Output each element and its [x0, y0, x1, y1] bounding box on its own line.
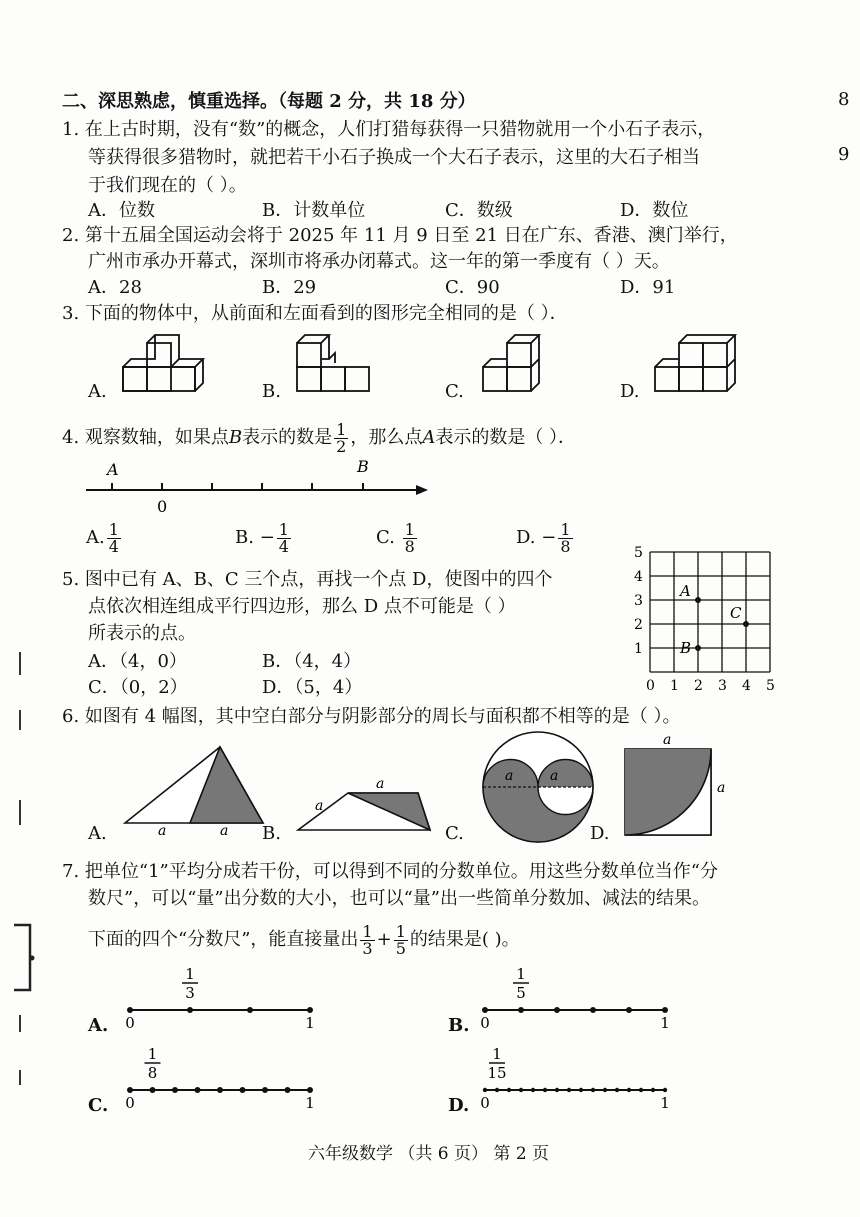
svg-text:a: a — [376, 776, 385, 792]
ruler-tick — [603, 1088, 607, 1092]
q6-figures — [80, 730, 780, 845]
ruler-tick — [567, 1088, 571, 1092]
q3-label-a: A. — [88, 381, 107, 402]
svg-text:5: 5 — [634, 545, 643, 561]
svg-text:0: 0 — [646, 678, 655, 694]
svg-text:a: a — [717, 780, 726, 796]
ruler-frac-num: 1 — [516, 965, 526, 983]
q1-line: 1. 在上古时期，没有“数”的概念，人们打猎每获得一只猎物就用一个小石子表示， — [62, 119, 716, 140]
ruler-tick — [495, 1088, 499, 1092]
q4-option-b: B. − $\frac{1}{4}$ — [235, 519, 289, 556]
axis-point-b: B — [357, 457, 369, 476]
q1-option-c: C．数级 — [445, 200, 513, 221]
svg-text:a: a — [220, 823, 229, 839]
q2-line: 2. 第十五届全国运动会将于 2025 年 11 月 9 日至 21 日在广东、香港、澳门举行， — [62, 225, 738, 246]
q2-option-b: B．29 — [262, 277, 317, 298]
ruler-tick — [626, 1007, 632, 1013]
ruler-tick — [579, 1088, 583, 1092]
ruler-tick — [240, 1087, 246, 1093]
q7-label-d: D. — [448, 1095, 470, 1116]
svg-text:a: a — [663, 732, 672, 748]
ruler-frac-den: 15 — [487, 1064, 507, 1082]
svg-text:a: a — [315, 798, 324, 814]
q1-option-a: A．位数 — [88, 200, 155, 221]
q5-line: 5. 图中已有 A、B、C 三个点，再找一个点 D，使图中的四个 — [62, 569, 553, 590]
ruler-tick — [519, 1088, 523, 1092]
ruler-tick — [615, 1088, 619, 1092]
ruler-a — [115, 965, 335, 1030]
q5-line: 点依次相连组成平行四边形，那么 D 点不可能是（ ） — [88, 596, 516, 617]
q1-option-d: D．数位 — [620, 200, 689, 221]
ruler-one: 1 — [305, 1014, 315, 1030]
q6-label-d: D. — [590, 823, 610, 844]
ruler-zero: 0 — [125, 1014, 135, 1030]
q7-label-a: A. — [88, 1015, 109, 1036]
ruler-tick — [663, 1088, 667, 1092]
q7-line: 7. 把单位“1”平均分成若干份，可以得到不同的分数单位。用这些分数单位当作“分 — [62, 861, 718, 882]
ruler-tick — [150, 1087, 156, 1093]
ruler-frac-den: 8 — [147, 1064, 158, 1082]
q3-line: 3. 下面的物体中，从前面和左面看到的图形完全相同的是（ ）． — [62, 303, 568, 324]
ruler-tick — [247, 1007, 253, 1013]
q1-option-b: B．计数单位 — [262, 200, 366, 221]
grid-point-c: C — [730, 604, 742, 622]
ruler-tick — [127, 1087, 133, 1093]
q6-label-b: B. — [262, 823, 281, 844]
ruler-tick — [531, 1088, 535, 1092]
ruler-tick — [307, 1087, 313, 1093]
svg-text:5: 5 — [766, 678, 775, 694]
section-title: 二、深思熟虑，慎重选择。（每题 2 分，共 18 分） — [62, 91, 476, 112]
svg-text:2: 2 — [694, 678, 703, 694]
q5-option-a: A．（4，0） — [88, 651, 187, 672]
q3-label-d: D. — [620, 381, 640, 402]
q4-option-d: D. − $\frac{1}{8}$ — [516, 519, 571, 556]
q4-fraction: $\frac{1}{2}$ — [336, 419, 347, 456]
ruler-tick — [285, 1087, 291, 1093]
ruler-one: 1 — [305, 1094, 315, 1110]
ruler-tick — [482, 1007, 488, 1013]
ruler-tick — [590, 1007, 596, 1013]
q7-label-b: B. — [448, 1015, 470, 1036]
ruler-frac-den: 5 — [516, 984, 526, 1002]
ruler-frac-num: 1 — [185, 965, 195, 983]
ruler-tick — [518, 1007, 524, 1013]
ruler-tick — [307, 1007, 313, 1013]
ruler-zero: 0 — [480, 1014, 490, 1030]
q1-line: 于我们现在的（ ）。 — [88, 175, 247, 196]
q5-option-c: C．（0，2） — [88, 677, 188, 698]
ruler-zero: 0 — [480, 1094, 490, 1110]
svg-text:a: a — [158, 823, 167, 839]
q5-line: 所表示的点。 — [88, 623, 196, 644]
q7-label-c: C. — [88, 1095, 109, 1116]
svg-text:4: 4 — [634, 569, 643, 585]
axis-point-a: A — [107, 460, 119, 479]
q2-line: 广州市承办开幕式，深圳市将承办闭幕式。这一年的第一季度有（ ）天。 — [88, 251, 670, 272]
ruler-tick — [195, 1087, 201, 1093]
ruler-one: 1 — [660, 1014, 670, 1030]
ruler-one: 1 — [660, 1094, 670, 1110]
q6-line: 6. 如图有 4 幅图，其中空白部分与阴影部分的周长与面积都不相等的是（ ）。 — [62, 706, 681, 727]
ruler-tick — [639, 1088, 643, 1092]
q2-option-a: A．28 — [88, 277, 142, 298]
q5-option-b: B．（4，4） — [262, 651, 362, 672]
grid-point-b: B — [680, 639, 692, 657]
q1-line: 等获得很多猎物时，就把若干小石子换成一个大石子表示，这里的大石子相当 — [88, 147, 700, 168]
ruler-b — [470, 965, 690, 1030]
svg-text:3: 3 — [634, 593, 643, 609]
ruler-tick — [627, 1088, 631, 1092]
ruler-tick — [262, 1087, 268, 1093]
edge-mark: 8 — [838, 89, 850, 110]
ruler-tick — [127, 1007, 133, 1013]
ruler-tick — [554, 1007, 560, 1013]
q5-option-d: D．（5，4） — [262, 677, 363, 698]
q4-line: 4. 观察数轴，如果点B表示的数是 $\frac{1}{2}$ ，那么点A表示的数是（ ）． — [62, 419, 577, 456]
page-footer: 六年级数学 （共 6 页） 第 2 页 — [308, 1144, 550, 1164]
grid-point-a: A — [680, 582, 691, 600]
ruler-tick — [543, 1088, 547, 1092]
svg-text:2: 2 — [634, 617, 643, 633]
ruler-tick — [591, 1088, 595, 1092]
ruler-tick — [483, 1088, 487, 1092]
point-a-ref: A — [422, 427, 436, 448]
ruler-d — [470, 1045, 690, 1110]
ruler-tick — [555, 1088, 559, 1092]
svg-text:3: 3 — [718, 678, 727, 694]
svg-text:a: a — [550, 768, 559, 784]
point-b-ref: B — [228, 427, 243, 448]
ruler-zero: 0 — [125, 1094, 135, 1110]
q2-option-c: C．90 — [445, 277, 500, 298]
q5-coordinate-grid — [620, 540, 800, 700]
q7-line: 数尺”，可以“量”出分数的大小，也可以“量”出一些简单分数加、减法的结果。 — [88, 888, 711, 909]
ruler-tick — [172, 1087, 178, 1093]
ruler-tick — [187, 1007, 193, 1013]
ruler-c — [115, 1045, 335, 1110]
q4-option-c: C. $\frac{1}{8}$ — [376, 519, 415, 556]
edge-mark: 9 — [838, 144, 850, 165]
q4-number-line — [80, 455, 440, 520]
ruler-tick — [651, 1088, 655, 1092]
binding-marks — [0, 600, 40, 1100]
svg-text:1: 1 — [670, 678, 679, 694]
svg-text:a: a — [505, 768, 514, 784]
q6-label-c: C. — [445, 823, 464, 844]
q3-label-b: B. — [262, 381, 281, 402]
q4-option-a: A. $\frac{1}{4}$ — [86, 519, 119, 556]
ruler-tick — [507, 1088, 511, 1092]
ruler-tick — [662, 1007, 668, 1013]
ruler-frac-num: 1 — [492, 1045, 502, 1063]
axis-zero: 0 — [157, 497, 168, 516]
q3-label-c: C. — [445, 381, 464, 402]
svg-text:1: 1 — [634, 641, 643, 657]
svg-text:4: 4 — [742, 678, 751, 694]
q7-line: 下面的四个“分数尺”，能直接量出 $\frac{1}{3}$ + $\frac{1}{5}$ 的结果是( )。 — [88, 921, 520, 958]
ruler-tick — [217, 1087, 223, 1093]
q6-label-a: A. — [88, 823, 107, 844]
q2-option-d: D．91 — [620, 277, 676, 298]
ruler-frac-num: 1 — [147, 1045, 158, 1063]
ruler-frac-den: 3 — [185, 984, 195, 1002]
